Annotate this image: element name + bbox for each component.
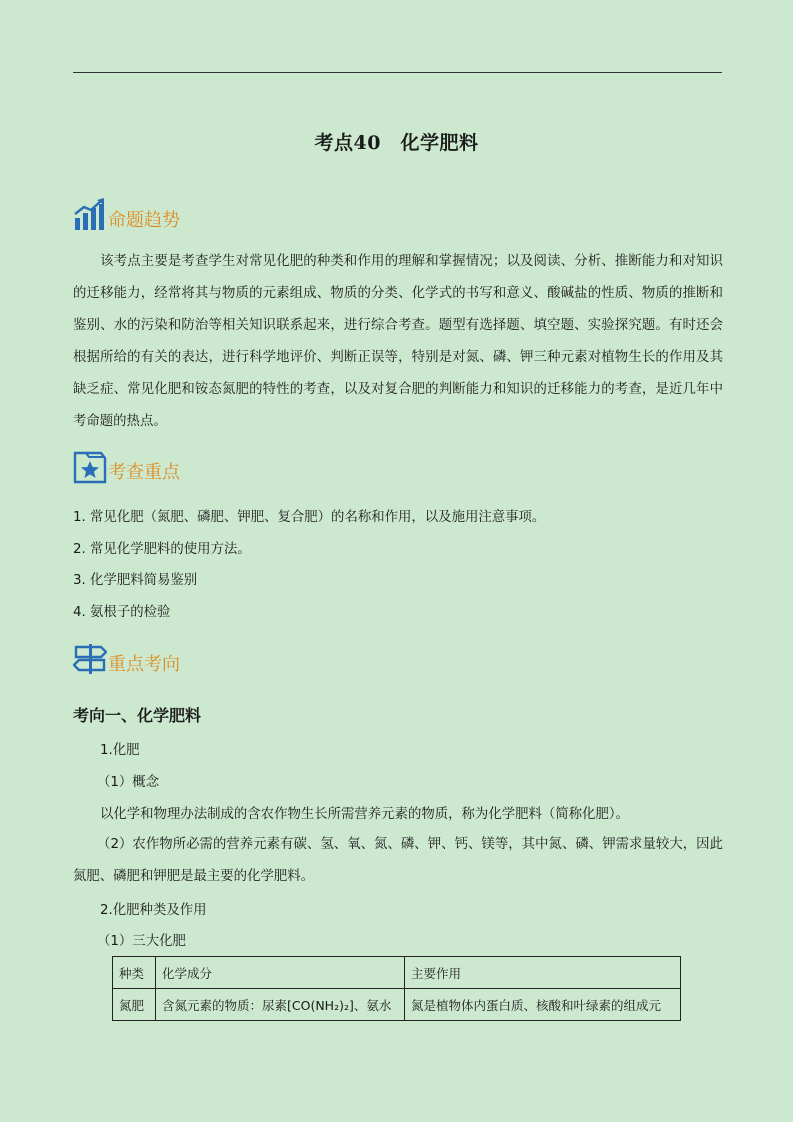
direction-line: 以化学和物理办法制成的含农作物生长所需营养元素的物质，称为化学肥料（简称化肥）。 xyxy=(100,807,629,822)
trend-paragraph-text: 该考点主要是考查学生对常见化肥的种类和作用的理解和掌握情况；以及阅读、分析、推断能力和对知识的迁移能力，经常将其与物质的元素组成、物质的分类、化学式的书写和意义、酸碱盐的性质、物质的推断和鉴别、水的污染和防治等相关知识联系起来，进行综合考查。题型有选择题、填空题、实验探究题。有时还会根据所给的有关的表达，进行科学地评价、判断正误等，特别是对氮、磷、钾三种元素对植物生长的作用及其缺乏症、常见化肥和铵态氮肥的特性的考查，以及对复合肥的判断能力和知识的迁移能力的考查，是近几年中考命题的热点。 xyxy=(73,254,723,429)
direction-line: （1）概念 xyxy=(97,775,160,790)
focus-item: 4. 氨根子的检验 xyxy=(73,605,171,620)
table-header-cell: 种类 xyxy=(113,957,156,989)
subsection-heading: 考向一、化学肥料 xyxy=(73,706,202,725)
table-cell: 氮肥 xyxy=(113,989,156,1021)
direction-paragraph xyxy=(73,829,723,893)
star-folder-icon xyxy=(73,450,107,484)
header-rule xyxy=(73,72,722,73)
focus-item: 1. 常见化肥（氮肥、磷肥、钾肥、复合肥）的名称和作用，以及施用注意事项。 xyxy=(73,510,546,525)
signpost-icon xyxy=(73,642,107,676)
fertilizer-table xyxy=(112,956,681,1021)
direction-line: （1）三大化肥 xyxy=(97,934,186,949)
section-label-focus: 考查重点 xyxy=(108,462,180,483)
direction-line: 2.化肥种类及作用 xyxy=(100,903,207,918)
section-header-direction xyxy=(73,640,180,676)
focus-item: 3. 化学肥料简易鉴别 xyxy=(73,573,198,588)
table-cell: 含氮元素的物质：尿素[CO(NH₂)₂]、氨水 xyxy=(156,989,405,1021)
focus-item: 2. 常见化学肥料的使用方法。 xyxy=(73,542,251,557)
bar-chart-trend-icon xyxy=(73,198,107,232)
section-header-focus xyxy=(73,448,180,484)
document-title: 考点40 化学肥料 xyxy=(314,132,479,154)
section-header-trend xyxy=(73,196,180,232)
table-header-cell: 化学成分 xyxy=(156,957,405,989)
section-label-direction: 重点考向 xyxy=(108,654,180,675)
table-header-cell: 主要作用 xyxy=(405,957,681,989)
trend-paragraph xyxy=(73,246,723,438)
direction-line: 1.化肥 xyxy=(100,743,140,758)
section-label-trend: 命题趋势 xyxy=(108,210,180,231)
table-cell: 氮是植物体内蛋白质、核酸和叶绿素的组成元 xyxy=(405,989,681,1021)
table-row xyxy=(113,989,681,1021)
direction-paragraph-text: （2）农作物所必需的营养元素有碳、氢、氧、氮、磷、钾、钙、镁等，其中氮、磷、钾需求量较大，因此氮肥、磷肥和钾肥是最主要的化学肥料。 xyxy=(73,837,723,884)
table-header-row xyxy=(113,957,681,989)
